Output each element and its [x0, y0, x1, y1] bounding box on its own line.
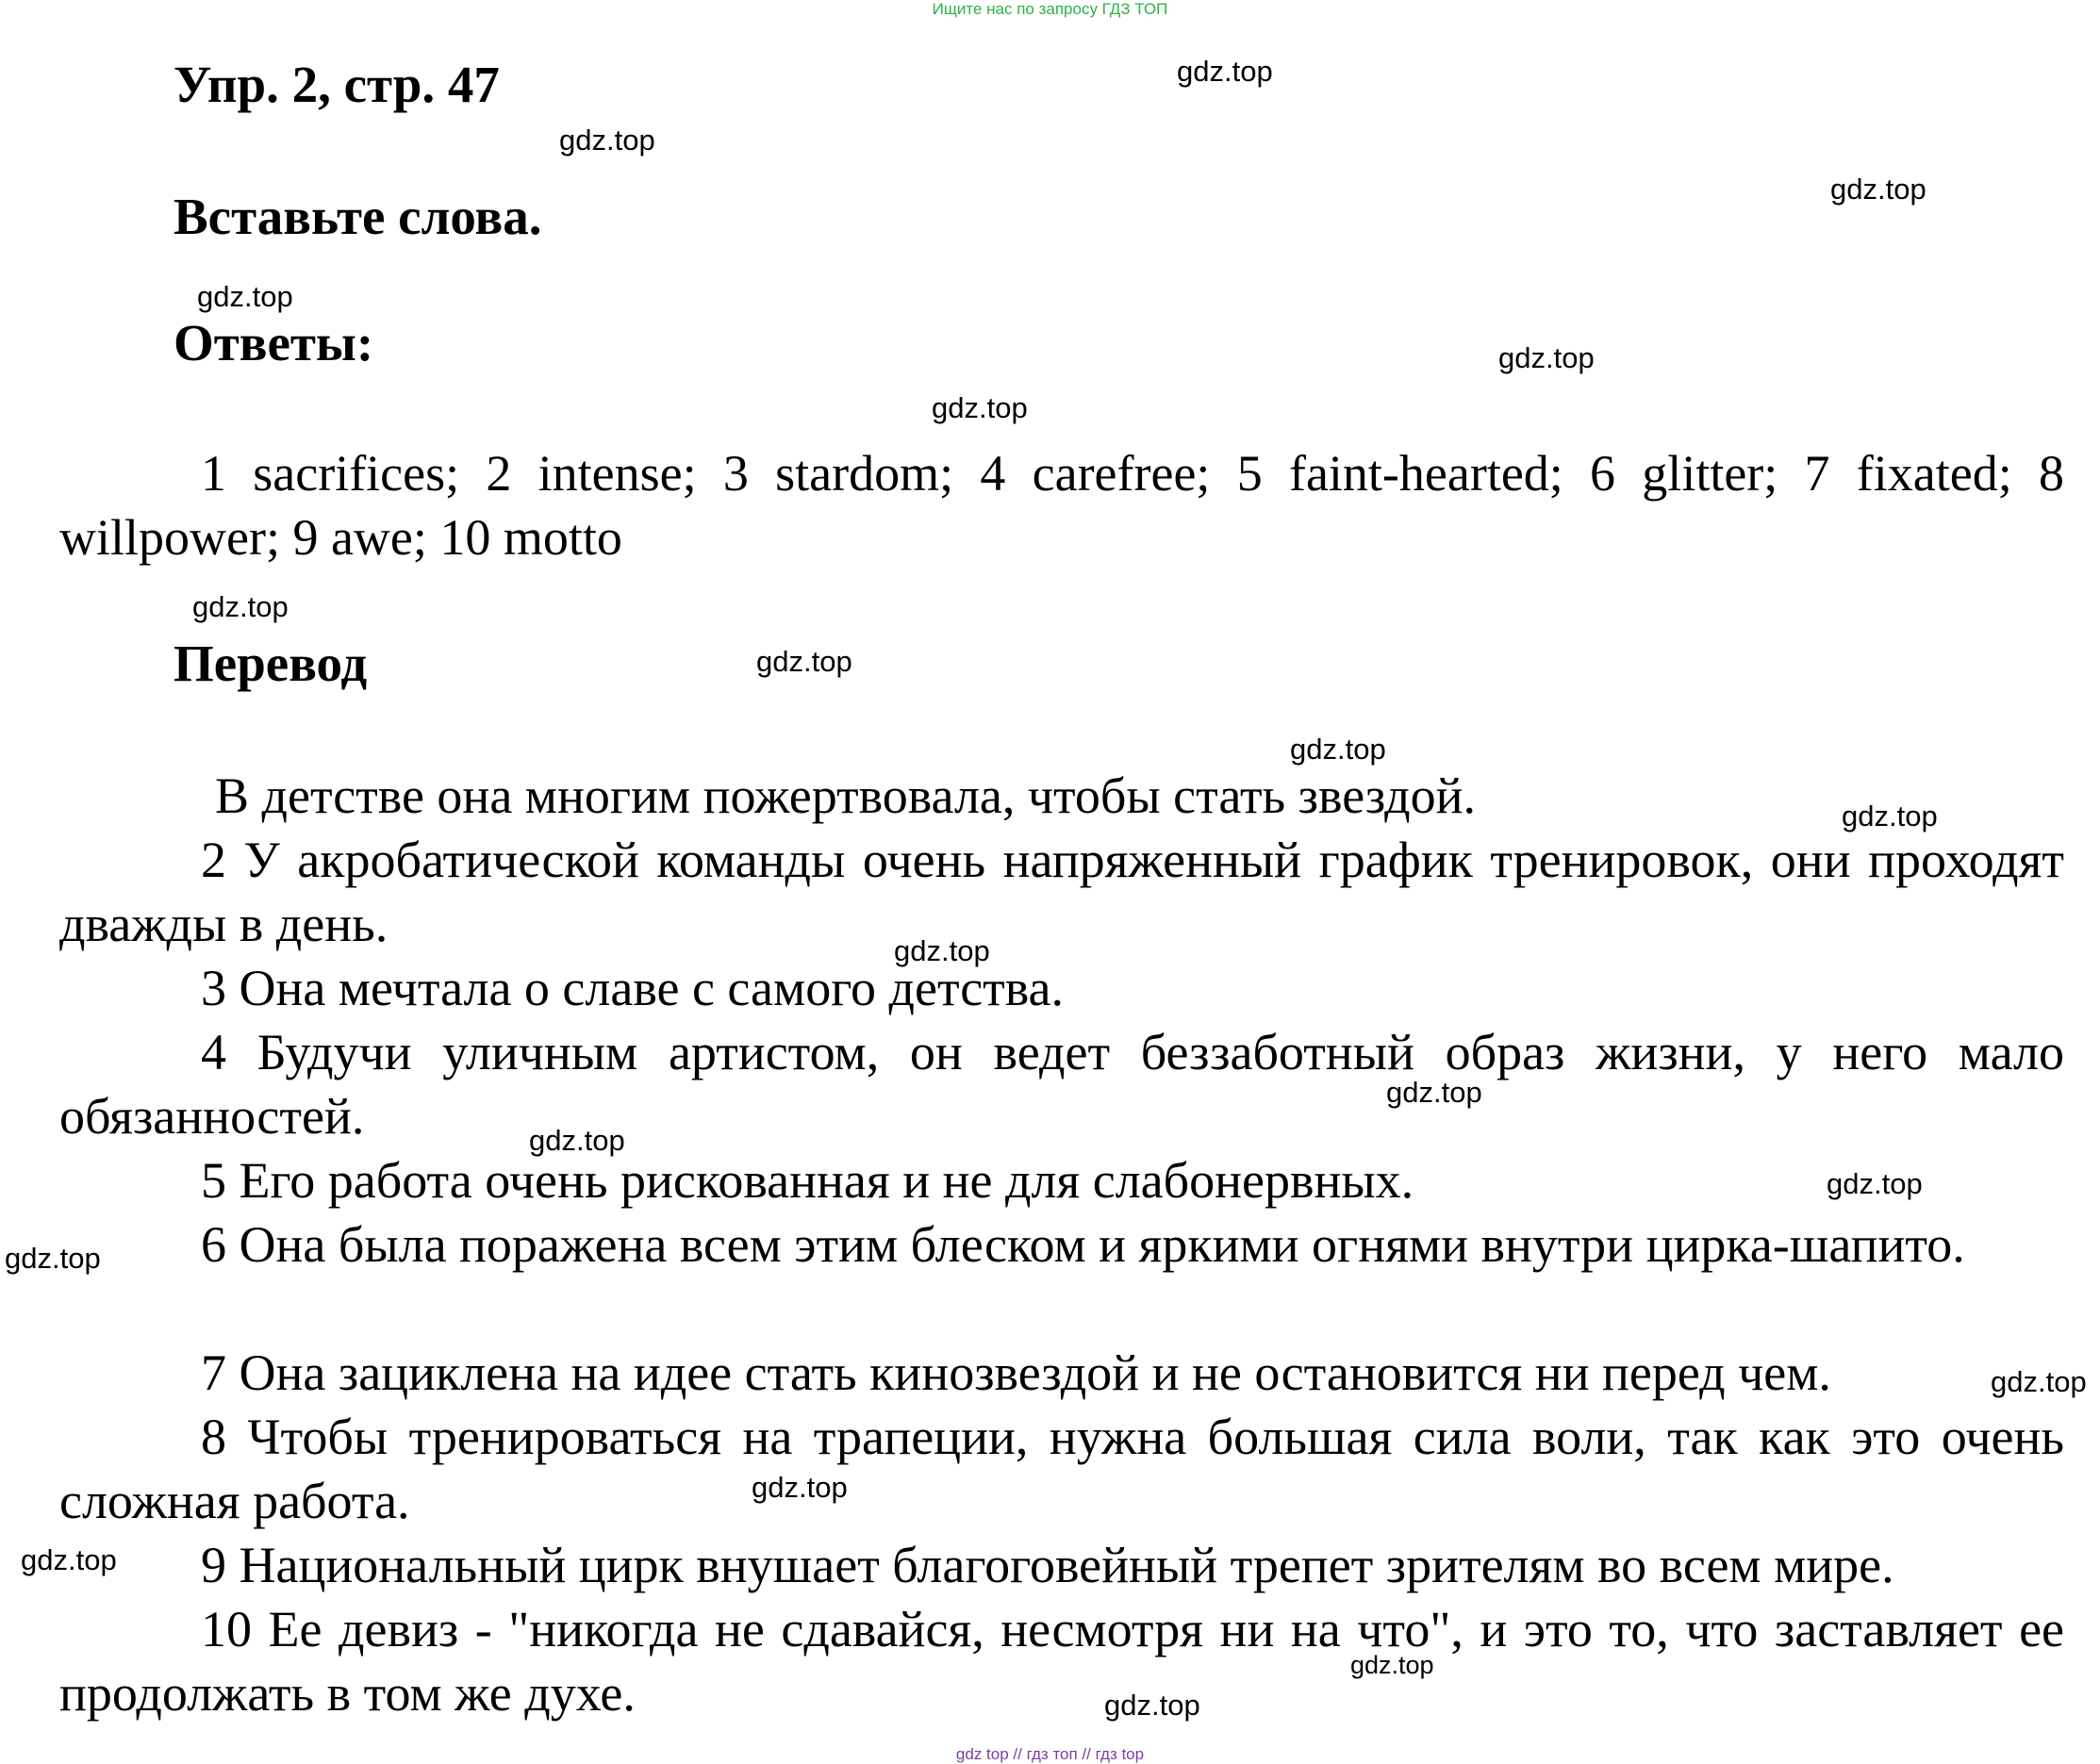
translation-line-2: 2 У акробатической команды очень напряженный график тренировок, они проходят дважды в день.	[59, 832, 2064, 952]
watermark: gdz.top	[1991, 1365, 2087, 1398]
watermark: gdz.top	[756, 645, 852, 678]
watermark: gdz.top	[529, 1124, 625, 1157]
watermark: gdz.top	[1827, 1167, 1923, 1200]
watermark: gdz.top	[894, 934, 990, 967]
watermark: gdz.top	[5, 1242, 101, 1275]
watermark: gdz.top	[1104, 1689, 1200, 1722]
watermark: gdz.top	[752, 1471, 848, 1504]
translation-line-4: 4 Будучи уличным артистом, он ведет беззаботный образ жизни, у него мало обязанностей.	[59, 1024, 2064, 1145]
translation-line-5: 5 Его работа очень рискованная и не для слабонервных.	[201, 1152, 1414, 1209]
watermark: gdz.top	[932, 391, 1028, 424]
watermark: gdz.top	[21, 1543, 117, 1576]
watermark: gdz.top	[1498, 341, 1595, 374]
translation-line-6: 6 Она была поражена всем этим блеском и яркими огнями внутри цирка-шапито.	[201, 1216, 1965, 1273]
answers-heading: Ответы:	[174, 314, 374, 371]
translation-line-9: 9 Национальный цирк внушает благоговейный трепет зрителям во всем мире.	[201, 1537, 1894, 1593]
watermark: gdz.top	[1830, 173, 1926, 206]
watermark: gdz.top	[1386, 1076, 1482, 1109]
answers-text: 1 sacrifices; 2 intense; 3 stardom; 4 carefree; 5 faint-hearted; 6 glitter; 7 fixated; 8 willpower; 9 awe; 10 motto	[59, 445, 2064, 566]
translation-line-10: 10 Ее девиз - "никогда не сдавайся, несмотря ни на что", и это то, что заставляет ее продолжать в том же духе.	[59, 1601, 2064, 1722]
top-banner: Ищите нас по запросу ГДЗ ТОП	[932, 0, 1168, 18]
translation-line-1: В детстве она многим пожертвовала, чтобы стать звездой.	[215, 767, 1477, 824]
translation-heading: Перевод	[174, 635, 368, 692]
watermark: gdz.top	[197, 280, 293, 313]
watermark: gdz.top	[1177, 55, 1273, 88]
translation-line-7: 7 Она зациклена на идее стать кинозвездой и не остановится ни перед чем.	[201, 1344, 1831, 1401]
watermark: gdz.top	[1290, 733, 1386, 766]
watermark: gdz.top	[1350, 1651, 1434, 1679]
watermark: gdz.top	[559, 124, 655, 157]
footer-links: gdz top // гдз топ // гдз top	[955, 1745, 1145, 1763]
watermark: gdz.top	[192, 590, 289, 623]
exercise-title: Упр. 2, стр. 47	[174, 56, 500, 113]
watermark: gdz.top	[1842, 800, 1938, 833]
translation-line-3: 3 Она мечтала о славе с самого детства.	[201, 960, 1065, 1016]
translation-line-8: 8 Чтобы тренироваться на трапеции, нужна большая сила воли, так как это очень сложная работа.	[59, 1409, 2064, 1529]
task-heading: Вставьте слова.	[174, 188, 542, 245]
